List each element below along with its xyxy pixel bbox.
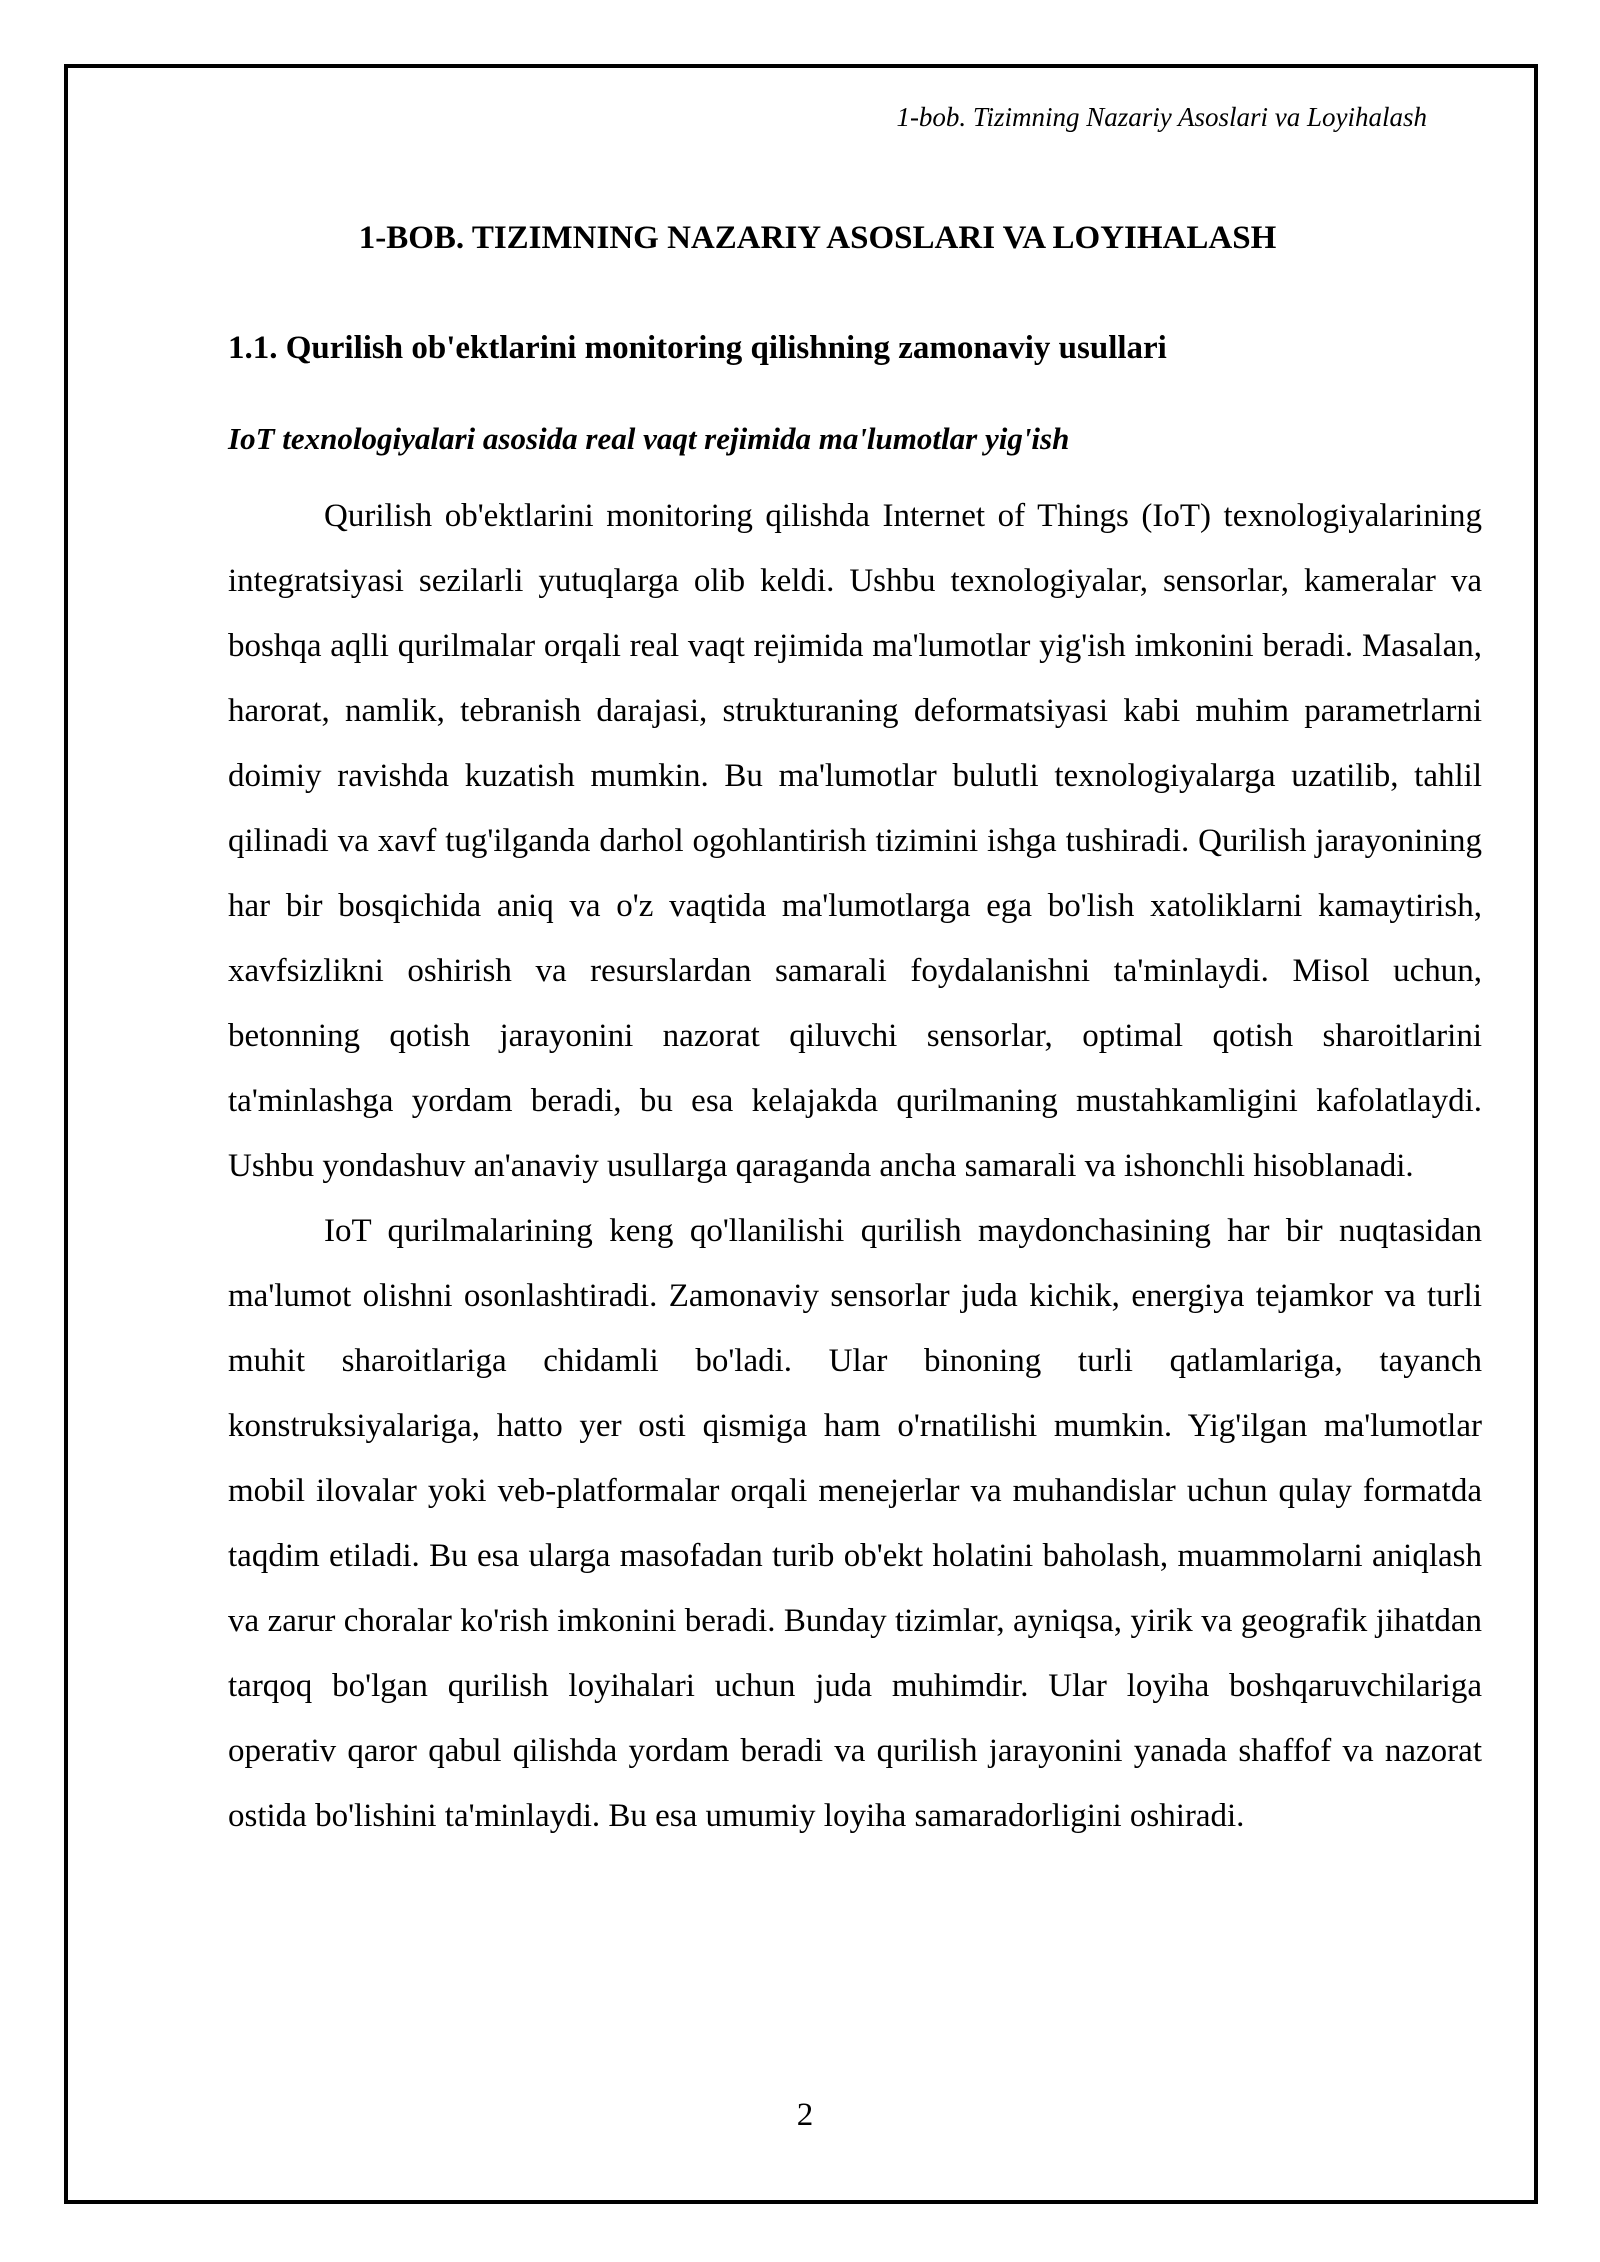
page-border-frame [64, 64, 1538, 2204]
running-header: 1-bob. Tizimning Nazariy Asoslari va Loyihalash [896, 102, 1427, 132]
section-title: 1.1. Qurilish ob'ektlarini monitoring qilishning zamonaviy usullari [228, 330, 1167, 366]
paragraph: Qurilish ob'ektlarini monitoring qilishda Internet of Things (IoT) texnologiyalarining integratsiyasi sezilarli yutuqlarga olib keldi. Ushbu texnologiyalar, sensorlar, kameralar va boshqa aqlli qurilmalar orqali real vaqt rejimida ma'lumotlar yig'ish imkonini beradi. Masalan, harorat, namlik, tebranish darajasi, strukturaning deformatsiyasi kabi muhim parametrlarni doimiy ravishda kuzatish mumkin. Bu ma'lumotlar bulutli texnologiyalarga uzatilib, tahlil qilinadi va xavf tug'ilganda darhol ogohlantirish tizimini ishga tushiradi. Qurilish jarayonining har bir bosqichida aniq va o'z vaqtida ma'lumotlarga ega bo'lish xatoliklarni kamaytirish, xavfsizlikni oshirish va resurslardan samarali foydalanishni ta'minlaydi. Misol uchun, betonning qotish jarayonini nazorat qiluvchi sensorlar, optimal qotish sharoitlarini ta'minlashga yordam beradi, bu esa kelajakda qurilmaning mustahkamligini kafolatlaydi. Ushbu yondashuv an'anaviy usullarga qaraganda ancha samarali va ishonchli hisoblanadi. [228, 498, 1482, 1184]
subsection-title: IoT texnologiyalari asosida real vaqt rejimida ma'lumotlar yig'ish [228, 421, 1070, 456]
body-text [228, 484, 1482, 1849]
page-number: 2 [796, 2097, 814, 2133]
chapter-title: 1-BOB. TIZIMNING NAZARIY ASOSLARI VA LOYIHALASH [358, 220, 1277, 256]
paragraph: IoT qurilmalarining keng qo'llanilishi qurilish maydonchasining har bir nuqtasidan ma'lumot olishni osonlashtiradi. Zamonaviy sensorlar juda kichik, energiya tejamkor va turli muhit sharoitlariga chidamli bo'ladi. Ular binoning turli qatlamlariga, tayanch konstruksiyalariga, hatto yer osti qismiga ham o'rnatilishi mumkin. Yig'ilgan ma'lumotlar mobil ilovalar yoki veb-platformalar orqali menejerlar va muhandislar uchun qulay formatda taqdim etiladi. Bu esa ularga masofadan turib ob'ekt holatini baholash, muammolarni aniqlash va zarur choralar ko'rish imkonini beradi. Bunday tizimlar, ayniqsa, yirik va geografik jihatdan tarqoq bo'lgan qurilish loyihalari uchun juda muhimdir. Ular loyiha boshqaruvchilariga operativ qaror qabul qilishda yordam beradi va qurilish jarayonini yanada shaffof va nazorat ostida bo'lishini ta'minlaydi. Bu esa umumiy loyiha samaradorligini oshiradi. [228, 1213, 1482, 1834]
